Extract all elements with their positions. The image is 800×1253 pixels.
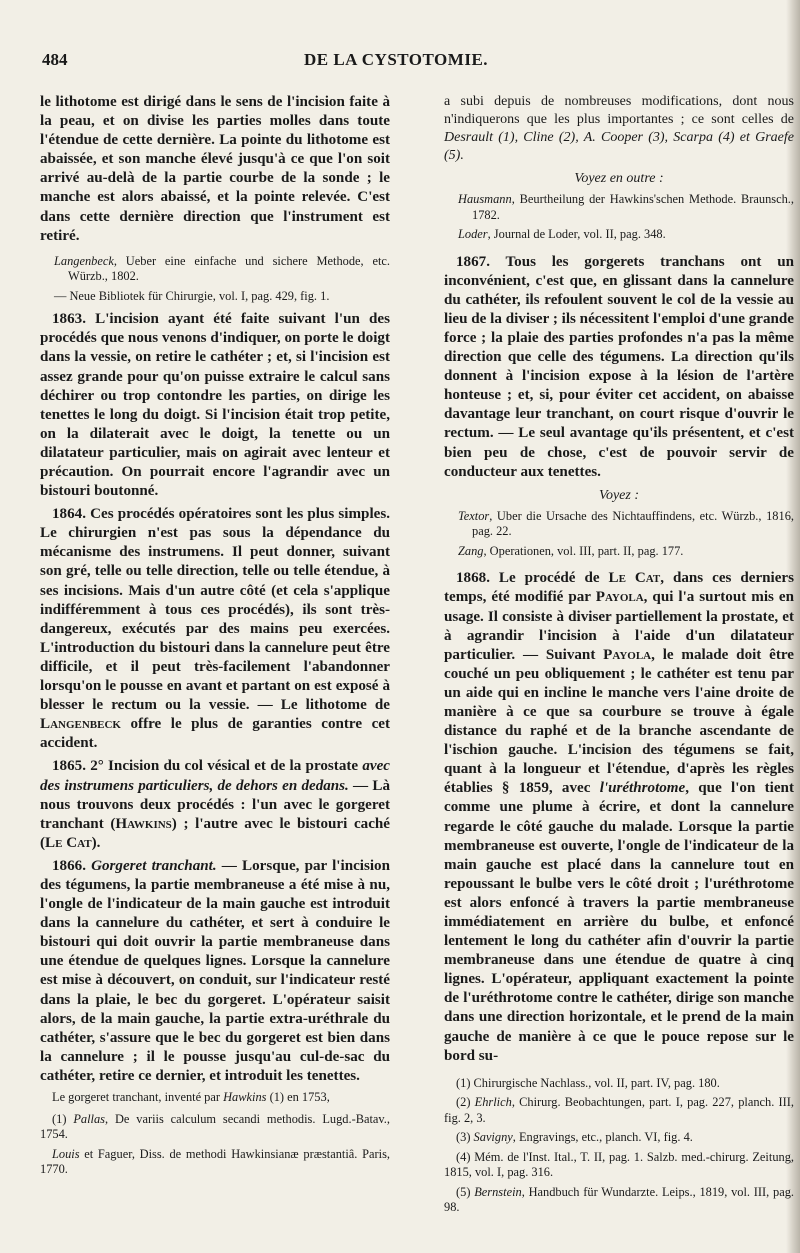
author-name: Le Cat	[608, 570, 661, 587]
reference-author: Loder	[458, 227, 488, 242]
footnote-text: , De variis calculum secandi methodis. Lugd.-Batav., 1754.	[40, 1111, 390, 1141]
footnote-text: , Handbuch für Wundarzte. Leips., 1819, vol. III, pag. 98.	[444, 1184, 794, 1215]
paragraph-text: , le malade doit être couché un peu obliquement ; le cathéter est tenu par un aide qui en incline le manche vers l'aine droite de manière à ce que sa courbure se trouve à égale distance du raphé et de la branche ascendante de l'ischion gauche. L'incision des tégumens se fait, quant à la longueur et l'étendue, d'après les règles établies § 1859, avec	[444, 646, 794, 797]
reference-author: Hausmann	[458, 192, 512, 207]
footnote-author: Bernstein	[474, 1184, 522, 1199]
footnote-list	[444, 1076, 794, 1216]
author-name: Hawkins	[115, 815, 172, 832]
footnote-number: (5)	[456, 1184, 475, 1199]
paragraph-1865	[40, 757, 390, 852]
footnote-author: Ehrlich	[474, 1095, 512, 1110]
footnote-number: (1)	[456, 1075, 474, 1090]
footnote-item	[444, 1095, 794, 1126]
reference-item	[40, 289, 390, 305]
author-list: Desrault (1), Cline (2), A. Cooper (3), Scarpa (4) et Graefe (5).	[444, 130, 794, 163]
paragraph-intro: le lithotome est dirigé dans le sens de l'incision faite à la peau, et on divise les parties molles dans toute l'étendue de cette dernière. La pointe du lithotome est abaissée, et son manche élevé jusqu'à ce que l'on soit arrivé au-delà de la partie courbe de la sonde ; le manche est alors abaissé, et la pointe relevée. C'est dans cette dernière direction que l'instrument est retiré.	[40, 94, 390, 244]
footnote-number: (1)	[52, 1111, 74, 1126]
footnote-item	[444, 1150, 794, 1181]
left-column	[40, 93, 390, 1182]
reference-text: , Beurtheilung der Hawkins'schen Methode. Braunsch., 1782.	[472, 192, 794, 222]
reference-text: — Neue Bibliotek für Chirurgie, vol. I, pag. 429, fig. 1.	[54, 288, 330, 303]
reference-author: Textor	[458, 508, 490, 523]
paragraph-1868	[444, 569, 794, 1065]
reference-text: , Journal de Loder, vol. II, pag. 348.	[487, 227, 666, 242]
paragraph-intro	[444, 93, 794, 165]
see-also-heading: Voyez en outre :	[574, 171, 664, 186]
reference-item	[444, 544, 794, 560]
author-name: Hawkins	[223, 1090, 267, 1104]
footnote-author: Louis	[52, 1146, 80, 1161]
reference-text: , Operationen, vol. III, part. II, pag. 177.	[483, 543, 684, 558]
footnote-item	[444, 1185, 794, 1216]
author-name: Payola	[595, 589, 644, 606]
paragraph-text: , qui l'a surtout mis en usage. Il consiste à diviser partiellement la prostate, et à agrandir l'incision à l'aide d'un dilatateur particulier. — Suivant	[444, 589, 794, 663]
author-name: Le Cat	[45, 834, 92, 851]
footnote-author: Savigny	[473, 1130, 513, 1145]
paragraph-text: ).	[91, 834, 101, 851]
right-column	[444, 93, 794, 1220]
reference-item	[444, 192, 794, 223]
paragraph-1867: 1867. Tous les gorgerets tranchans ont un inconvénient, c'est que, en glissant dans la cannelure du cathéter, ils refoulent souvent le col de la vessie au lieu de la diviser ; ils nécessitent l'emploi d'une grande force ; la plaie des parties profondes n'a pas la même direction que celle des tégumens. La direction qu'ils donnent à l'incision expose à la lésion de l'artère honteuse ; et, si, pour éviter cet accident, on abaisse davantage leur tranchant, on court risque d'ouvrir le rectum. — Le seul avantage qu'ils présentent, et c'est bien peu de chose, c'est de pouvoir servir de conducteur aux tenettes.	[444, 253, 794, 480]
footnote-text: (1) en 1753,	[266, 1090, 330, 1104]
footnote-text: et Faguer, Diss. de methodi Hawkinsianæ præstantiâ. Paris, 1770.	[40, 1146, 390, 1176]
footnote-item	[40, 1112, 390, 1143]
footnote-author: Pallas	[73, 1111, 105, 1126]
paragraph-text: a subi depuis de nombreuses modifications, dont nous n'indiquerons que les plus importantes ; ce sont celles de	[444, 94, 794, 127]
instrument-term: l'uréthrotome	[599, 780, 686, 797]
section-title: avec des instrumens particuliers, de dehors en dedans.	[40, 758, 390, 794]
reference-item	[444, 227, 794, 243]
paragraph-text: offre le plus de garanties contre cet accident.	[40, 716, 390, 752]
paragraph-text: — Là nous trouvons deux procédés : l'un avec le gorgeret tranchant (	[40, 777, 390, 832]
section-title: Gorgeret tranchant.	[91, 857, 217, 874]
footnote-anchor-line	[40, 1090, 390, 1106]
reference-item	[40, 254, 390, 285]
footnote-text: Mém. de l'Inst. Ital., T. II, pag. 1. Salzb. med.-chirurg. Zeitung, 1815, vol. I, pag. 316.	[444, 1149, 794, 1180]
paragraph-1866	[40, 857, 390, 1086]
see-also-heading: Voyez :	[598, 487, 640, 503]
paragraph-text: ) ; l'autre avec le bistouri caché (	[40, 815, 391, 851]
footnote-number: (3)	[456, 1130, 474, 1145]
reference-list	[444, 509, 794, 560]
reference-list	[444, 192, 794, 243]
author-name: Payola	[603, 646, 652, 663]
reference-list	[40, 254, 390, 305]
reference-author: Langenbeck	[54, 253, 114, 268]
reference-item	[444, 509, 794, 540]
footnote-item	[40, 1147, 390, 1178]
reference-author: Zang	[458, 543, 484, 558]
footnote-number: (4)	[456, 1149, 475, 1164]
paragraph-text: 1866.	[52, 857, 92, 874]
footnote-text: Chirurgische Nachlass., vol. II, part. IV, pag. 180.	[473, 1075, 720, 1090]
footnote-item	[444, 1076, 794, 1092]
footnote-list	[40, 1112, 390, 1178]
author-name: Langenbeck	[40, 716, 121, 733]
footnote-text: , Engravings, etc., planch. VI, fig. 4.	[512, 1130, 693, 1145]
paragraph-text: , dans ces derniers temps, été modifié par	[444, 570, 795, 606]
paragraph-text: 1868. Le procédé de	[456, 570, 609, 587]
footnote-text: , Chirurg. Beobachtungen, part. I, pag. 227, planch. III, fig. 2, 3.	[444, 1095, 795, 1125]
page-number: 484	[42, 50, 68, 69]
paragraph-text: — Lorsque, par l'incision des tégumens, la partie membraneuse a été mise à nu, l'ongle de l'indicateur de la main gauche est introduit dans la cannelure du cathéter, et sert à conduire le bistouri qui doit ouvrir la partie membraneuse dans une étendue de quelques lignes. Lorsque la cannelure est mise à découvert, on conduit, sur l'indicateur resté dans la plaie, le bec du gorgeret. L'opérateur saisit alors, de la main gauche, la partie extra-uréthrale du cathéter, s'assure que le bec du gorgeret est bien dans la cannelure ; il le pousse jusqu'au cul-de-sac du cathéter, retire ce dernier, et introduit les tenettes.	[40, 857, 390, 1084]
paragraph-1863: 1863. L'incision ayant été faite suivant l'un des procédés que nous venons d'indiquer, on porte le doigt dans la vessie, on retire le cathéter ; et, si l'incision est assez grande pour qu'on puisse extraire le calcul sans déchirer ou trop contondre les parties, on dirige les tenettes le long du doigt. Si l'incision était trop petite, on la dilaterait avec le doigt, la tenette ou un dilatateur particulier, mais on agirait avec lenteur et précaution. On pourrait encore l'agrandir avec un bistouri boutonné.	[40, 311, 390, 500]
reference-text: , Uber die Ursache des Nichtauffindens, etc. Würzb., 1816, pag. 22.	[472, 508, 794, 539]
paragraph-1864	[40, 505, 390, 753]
reference-text: , Ueber eine einfache und sichere Methode, etc. Würzb., 1802.	[68, 253, 390, 284]
footnote-text: Le gorgeret tranchant, inventé par	[52, 1090, 224, 1104]
page-header	[36, 50, 756, 74]
running-title: DE LA CYSTOTOMIE.	[303, 50, 489, 69]
paragraph-text: 1865. 2° Incision du col vésical et de la prostate	[52, 758, 363, 775]
paragraph-text: , que l'on tient comme une plume à écrire, et dont la cannelure regarde le côté gauche du malade. Lorsque la partie membraneuse est ouverte, l'ongle de l'indicateur de la main gauche est placé dans la cannelure tout en repoussant le bulbe vers le côté droit ; l'uréthrotome est alors enfoncé à travers la partie membraneuse immédiatement en arrière du bulbe, et enfoncé lentement le long du cathéter afin d'ouvrir la partie membraneuse dans une étendue de quatre à cinq lignes. L'opérateur, appliquant exactement la pointe de l'uréthrotome contre le cathéter, dirige son manche dans une direction horizontale, et le prend de la main gauche de manière à ce que le pouce repose sur le bord su-	[444, 780, 794, 1064]
footnote-number: (2)	[456, 1095, 475, 1110]
paragraph-text: 1864. Ces procédés opératoires sont les plus simples. Le chirurgien n'est pas sous la dépendance du mécanisme des instrumens. Il peut donner, suivant son gré, telle ou telle direction, telle ou telle étendue, à ses incisions. Mais d'un autre côté (et cela s'applique indifféremment à tous ces procédés), ils sont très-dangereux, exécutés par des mains peu exercées. L'introduction du bistouri dans la cannelure peut être difficile, et il peut très-facilement l'abandonner lorsqu'on le pousse en avant et partant on est exposé à blesser le rectum ou la vessie. — Le lithotome de	[40, 506, 390, 714]
footnote-item	[444, 1130, 794, 1146]
